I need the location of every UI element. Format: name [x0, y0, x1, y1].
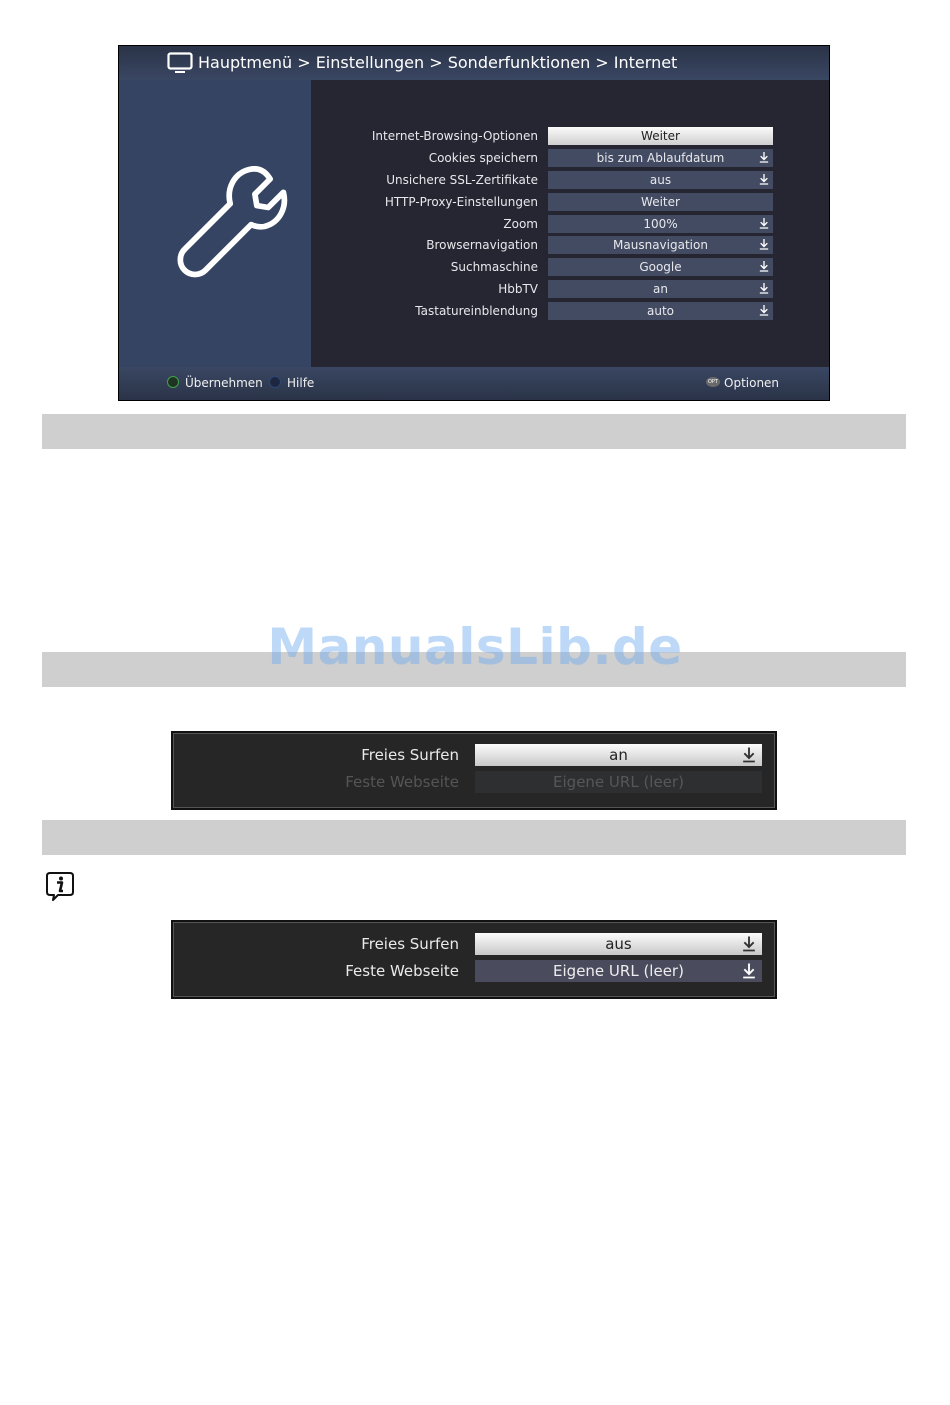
section-bar [42, 820, 906, 855]
setting-row[interactable] [311, 170, 830, 192]
settings-list [311, 126, 830, 323]
setting-value-text: Weiter [641, 129, 680, 143]
setting-value-text: bis zum Ablaufdatum [596, 150, 725, 165]
free-surf-panel-off [171, 920, 777, 999]
menu-footer [119, 367, 829, 400]
setting-label: HbbTV [498, 282, 538, 297]
dropdown-arrow-icon [759, 151, 769, 163]
dropdown-arrow-icon [742, 746, 756, 763]
dropdown-arrow-icon [759, 304, 769, 316]
setting-value[interactable] [548, 127, 773, 145]
dropdown-arrow-icon [759, 260, 769, 272]
panel-row-value[interactable] [475, 933, 762, 955]
opt-key-icon: OPT [707, 379, 718, 385]
setting-value[interactable] [548, 258, 773, 276]
setting-value-text: an [653, 282, 668, 297]
panel-row [173, 770, 775, 796]
panel-row-value [475, 771, 762, 793]
setting-label: Suchmaschine [450, 260, 538, 275]
setting-value-text: aus [649, 172, 672, 187]
panel-row-value-text: aus [605, 935, 632, 953]
watermark: ManualsLib.de [267, 618, 683, 676]
setting-value[interactable] [548, 193, 773, 211]
setting-value-text: 100% [643, 216, 678, 231]
info-icon [44, 870, 76, 902]
setting-label: Tastatureinblendung [415, 304, 538, 319]
setting-label: Unsichere SSL-Zertifikate [386, 172, 538, 187]
panel-row-value-text: Eigene URL (leer) [553, 773, 684, 791]
footer-options-label[interactable]: Optionen [724, 376, 780, 390]
setting-value[interactable] [548, 171, 773, 189]
breadcrumb: Hauptmenü > Einstellungen > Sonderfunktionen > Internet [198, 53, 678, 72]
dropdown-arrow-icon [759, 238, 769, 250]
dropdown-arrow-icon [742, 962, 756, 979]
panel-row[interactable] [173, 959, 775, 985]
footer-apply-label[interactable]: Übernehmen [185, 376, 263, 390]
setting-row[interactable] [311, 301, 830, 323]
setting-value[interactable] [548, 149, 773, 167]
setting-value-text: auto [646, 304, 674, 319]
panel-row-label: Freies Surfen [361, 935, 459, 953]
setting-value[interactable] [548, 302, 773, 320]
panel-row-label: Freies Surfen [361, 746, 459, 764]
menu-header [119, 46, 829, 80]
panel-row-value[interactable] [475, 960, 762, 982]
dropdown-arrow-icon [759, 217, 769, 229]
panel-row[interactable] [173, 932, 775, 958]
setting-value-text: Mausnavigation [613, 238, 708, 253]
footer-help-label[interactable]: Hilfe [287, 376, 315, 390]
setting-value[interactable] [548, 236, 773, 254]
setting-value[interactable] [548, 215, 773, 233]
setting-row[interactable] [311, 214, 830, 236]
setting-row[interactable] [311, 257, 830, 279]
tv-icon [167, 52, 193, 74]
panel-row[interactable] [173, 743, 775, 769]
dropdown-arrow-icon [759, 282, 769, 294]
panel-row-label: Feste Webseite [345, 773, 459, 791]
dropdown-arrow-icon [759, 173, 769, 185]
setting-row[interactable] [311, 279, 830, 301]
setting-label: HTTP-Proxy-Einstellungen [384, 194, 538, 209]
setting-value-text: Google [639, 260, 682, 275]
panel-row-label: Feste Webseite [345, 962, 459, 980]
setting-value[interactable] [548, 280, 773, 298]
setting-row[interactable] [311, 126, 830, 148]
tv-menu-screenshot [118, 45, 830, 401]
panel-row-value[interactable] [475, 744, 762, 766]
free-surf-panel-on [171, 731, 777, 810]
setting-label: Cookies speichern [428, 150, 538, 165]
setting-label: Browsernavigation [426, 238, 538, 253]
setting-row[interactable] [311, 235, 830, 257]
green-key-icon [167, 376, 179, 388]
menu-icon-panel [119, 80, 311, 368]
panel-row-value-text: Eigene URL (leer) [553, 962, 684, 980]
panel-row-value-text: an [609, 746, 628, 764]
setting-label: Internet-Browsing-Optionen [371, 129, 538, 143]
dropdown-arrow-icon [742, 935, 756, 952]
wrench-icon [175, 166, 295, 286]
section-bar [42, 414, 906, 449]
setting-value-text: Weiter [641, 194, 680, 209]
blue-key-icon [269, 376, 281, 388]
setting-row[interactable] [311, 148, 830, 170]
setting-row[interactable] [311, 192, 830, 214]
setting-label: Zoom [503, 216, 538, 231]
